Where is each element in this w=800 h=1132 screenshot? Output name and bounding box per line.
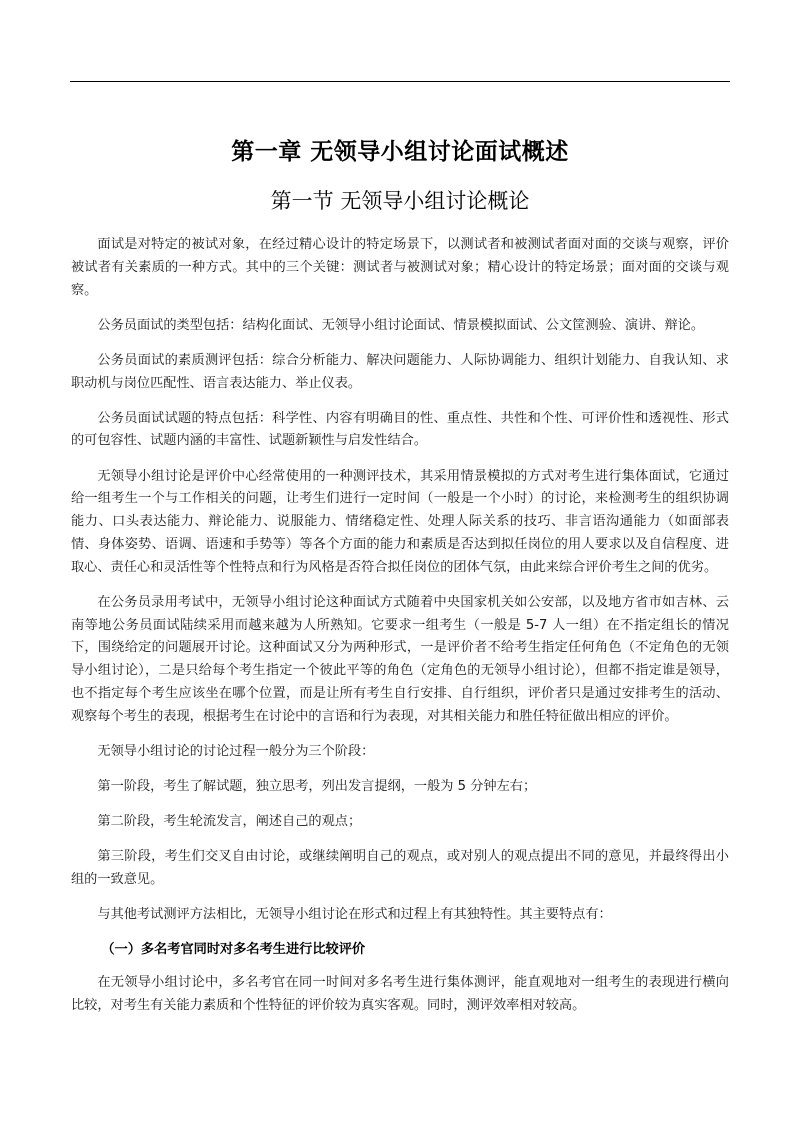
paragraph-lgd-in-civil-service: 在公务员录用考试中，无领导小组讨论这种面试方式随着中央国家机关如公安部，以及地方省市如吉林、云南等地公务员面试陆续采用而越来越为人所熟知。它要求一组考生（一般是 5-7 人一组）在不指定组长的情况下，围绕给定的问题展开讨论。这种面试又分为两种形式，一是评价者不给考生指定任何角色（不定角色的无领导小组讨论），二是只给每个考生指定一个彼此平等的角色（定角色的无领导小组讨论），但都不指定谁是领导，也不指定每个考生应该坐在哪个位置，而是让所有考生自行安排、自行组织，评价者只是通过安排考生的活动、观察每个考生的表现，根据考生在讨论中的言语和行为表现，对其相关能力和胜任特征做出相应的评价。 [71,594,729,724]
chapter-title: 第一章 无领导小组讨论面试概述 [231,139,569,165]
paragraph-stage-two: 第二阶段，考生轮流发言，阐述自己的观点； [97,814,362,830]
document-body [71,234,729,1030]
paragraph-stage-one: 第一阶段，考生了解试题，独立思考，列出发言提纲，一般为 5 分钟左右； [97,779,537,795]
header-rule [70,81,730,82]
section-title: 第一节 无领导小组讨论概论 [270,189,530,213]
paragraph-question-features: 公务员面试试题的特点包括：科学性、内容有明确目的性、重点性、共性和个性、可评价性和透视性、形式的可包容性、试题内涵的丰富性、试题新颖性与启发性结合。 [71,410,729,449]
paragraph-three-stages: 无领导小组讨论的讨论过程一般分为三个阶段： [97,743,375,759]
paragraph-lgd-definition: 无领导小组讨论是评价中心经常使用的一种测评技术，其采用情景模拟的方式对考生进行集体面试，它通过给一组考生一个与工作相关的问题，让考生们进行一定时间（一般是一个小时）的讨论，来检测考生的组织协调能力、口头表达能力、辩论能力、说服能力、情绪稳定性、处理人际关系的技巧、非言语沟通能力（如面部表情、身体姿势、语调、语速和手势等）等各个方面的能力和素质是否达到拟任岗位的用人要求以及自信程度、进取心、责任心和灵活性等个性特点和行为风格是否符合拟任岗位的团体气氛，由此来综合评价考生之间的优劣。 [71,468,729,575]
paragraph-interview-definition: 面试是对特定的被试对象，在经过精心设计的特定场景下，以测试者和被测试者面对面的交谈与观察，评价被试者有关素质的一种方式。其中的三个关键：测试者与被测试对象；精心设计的特定场景；面对面的交谈与观察。 [71,237,729,298]
paragraph-quality-assessment: 公务员面试的素质测评包括：综合分析能力、解决问题能力、人际协调能力、组织计划能力、自我认知、求职动机与岗位匹配性、语言表达能力、举止仪表。 [71,352,729,391]
paragraph-interview-types: 公务员面试的类型包括：结构化面试、无领导小组讨论面试、情景模拟面试、公文筐测验、演讲、辩论。 [97,317,705,333]
paragraph-feature-one-detail: 在无领导小组讨论中，多名考官在同一时间对多名考生进行集体测评，能直观地对一组考生的表现进行横向比较，对考生有关能力素质和个性特征的评价较为真实客观。同时，测评效率相对较高。 [71,974,729,1013]
paragraph-stage-three: 第三阶段，考生们交叉自由讨论，或继续阐明自己的观点，或对别人的观点提出不同的意见，并最终得出小组的一致意见。 [71,849,729,887]
paragraph-features-intro: 与其他考试测评方法相比，无领导小组讨论在形式和过程上有其独特性。其主要特点有： [97,907,612,923]
subheading-feature-one: （一）多名考官同时对多名考生进行比较评价 [101,942,366,958]
